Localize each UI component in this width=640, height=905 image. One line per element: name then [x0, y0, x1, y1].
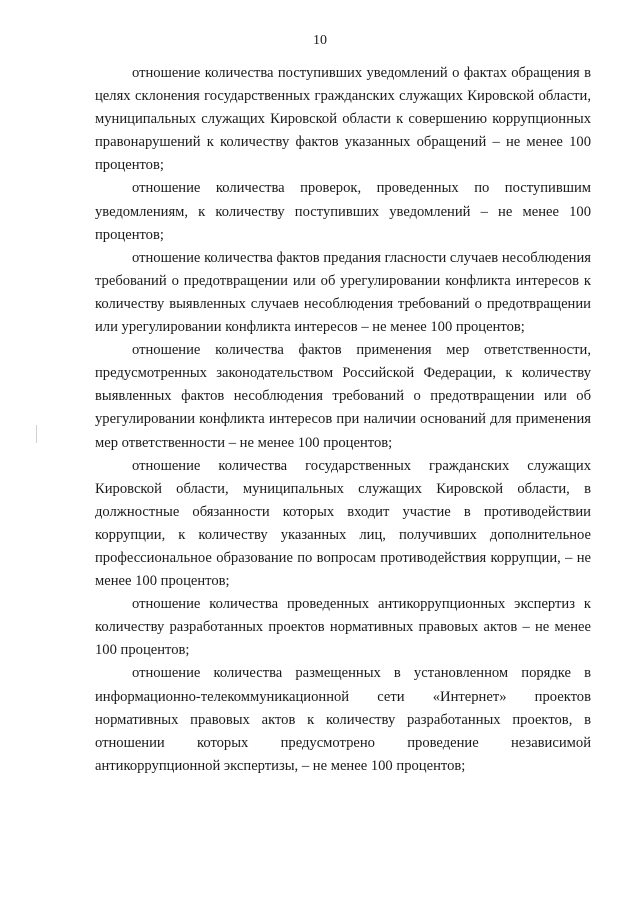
paragraph-publicity-ratio: отношение количества фактов предания гласности случаев несоблюдения требований о предотвращении или об урегулировании конфликта интересов к количеству выявленных случаев несоблюдения требований о предотвращении или урегулировании конфликта интересов – не менее 100 процентов;: [95, 249, 591, 336]
paragraph-inspections-ratio: отношение количества проверок, проведенных по поступившим уведомлениям, к количеству поступивших уведомлений – не менее 100 процентов;: [95, 180, 591, 243]
paragraph-responsibility-ratio: отношение количества фактов применения мер ответственности, предусмотренных законодательством Российской Федерации, к количеству выявленных фактов несоблюдения требований о предотвращении или об урегулировании конфликта интересов при наличии оснований для применения мер ответственности – не менее 100 процентов;: [95, 342, 591, 451]
margin-mark: [36, 425, 37, 443]
paragraph-expertise-ratio: отношение количества проведенных антикоррупционных экспертиз к количеству разработанных проектов нормативных правовых актов – не менее 100 процентов;: [95, 596, 591, 659]
document-body: [95, 62, 591, 778]
paragraph-notifications-ratio: отношение количества поступивших уведомлений о фактах обращения в целях склонения государственных гражданских служащих Кировской области, муниципальных служащих Кировской области к совершению коррупционных правонарушений к количеству фактов указанных обращений – не менее 100 процентов;: [95, 65, 591, 174]
paragraph-internet-publication-ratio: отношение количества размещенных в установленном порядке в информационно-телекоммуникационной сети «Интернет» проектов нормативных правовых актов к количеству разработанных проектов, в отношении которых предусмотрено проведение независимой антикоррупционной экспертизы, – не менее 100 процентов;: [95, 665, 591, 774]
paragraph-training-ratio: отношение количества государственных гражданских служащих Кировской области, муниципальных служащих Кировской области, в должностные обязанности которых входит участие в противодействии коррупции, к количеству указанных лиц, получивших дополнительное профессиональное образование по вопросам противодействия коррупции, – не менее 100 процентов;: [95, 457, 591, 590]
page-number: 10: [313, 33, 327, 48]
